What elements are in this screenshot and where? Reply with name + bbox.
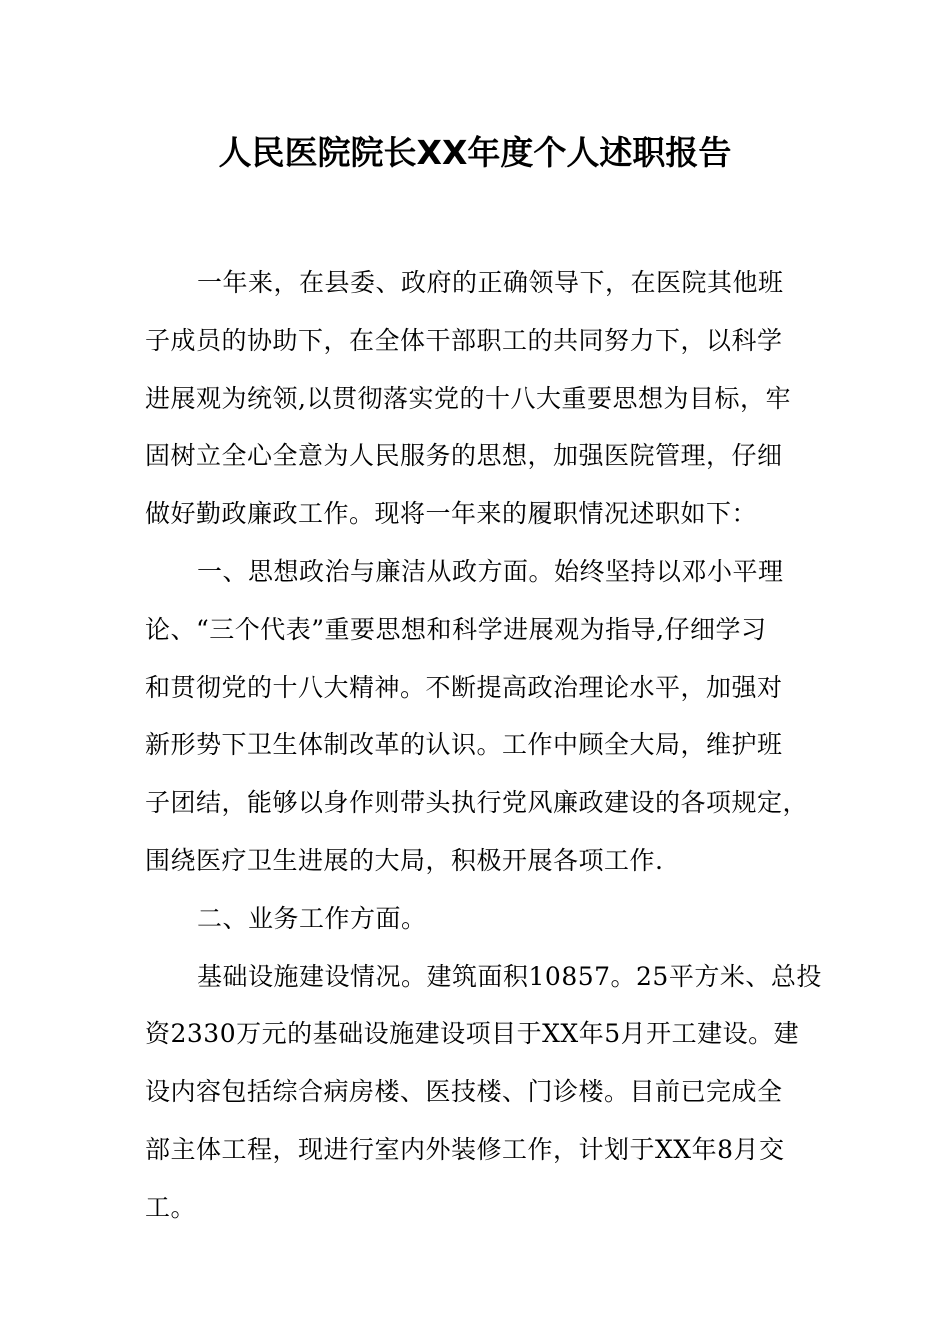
text-line: 工。 bbox=[145, 1192, 197, 1222]
text-line: 围绕医疗卫生进展的大局，积极开展各项工作. bbox=[145, 845, 664, 875]
text-line: 和贯彻党的十八大精神。不断提高政治理论水平，加强对 bbox=[145, 672, 783, 702]
text-line: 一、思想政治与廉洁从政方面。始终坚持以邓小平理 bbox=[197, 556, 784, 586]
text-line: 新形势下卫生体制改革的认识。工作中顾全大局，维护班 bbox=[145, 730, 783, 760]
text-line: 子团结，能够以身作则带头执行党风廉政建设的各项规定， bbox=[145, 788, 809, 818]
text-line: 一年来，在县委、政府的正确领导下，在医院其他班 bbox=[197, 268, 784, 297]
text-line: 二、业务工作方面。 bbox=[197, 903, 427, 933]
text-line: 部主体工程，现进行室内外装修工作，计划于XX年8月交 bbox=[145, 1134, 785, 1164]
paragraph-intro bbox=[145, 254, 809, 543]
text-line: 固树立全心全意为人民服务的思想，加强医院管理，仔细 bbox=[145, 441, 783, 471]
text-line: 子成员的协助下，在全体干部职工的共同努力下，以科学 bbox=[145, 325, 783, 355]
text-line: 进展观为统领,以贯彻落实党的十八大重要思想为目标，牢 bbox=[145, 383, 791, 413]
text-line: 做好勤政廉政工作。现将一年来的履职情况述职如下： bbox=[145, 499, 758, 529]
paragraph-infrastructure bbox=[145, 948, 822, 1237]
paragraph-section-one bbox=[145, 543, 809, 890]
text-line: 设内容包括综合病房楼、医技楼、门诊楼。目前已完成全 bbox=[145, 1077, 783, 1107]
text-line: 基础设施建设情况。建筑面积10857。25平方米、总投 bbox=[197, 961, 822, 991]
text-line: 论、“三个代表”重要思想和科学进展观为指导,仔细学习 bbox=[145, 614, 767, 644]
paragraph-section-two-heading bbox=[145, 890, 809, 948]
text-line: 资2330万元的基础设施建设项目于XX年5月开工建设。建 bbox=[145, 1019, 800, 1049]
document-title: 人民医院院长XX年度个人述职报告 bbox=[218, 133, 732, 172]
document-body bbox=[145, 254, 822, 1237]
